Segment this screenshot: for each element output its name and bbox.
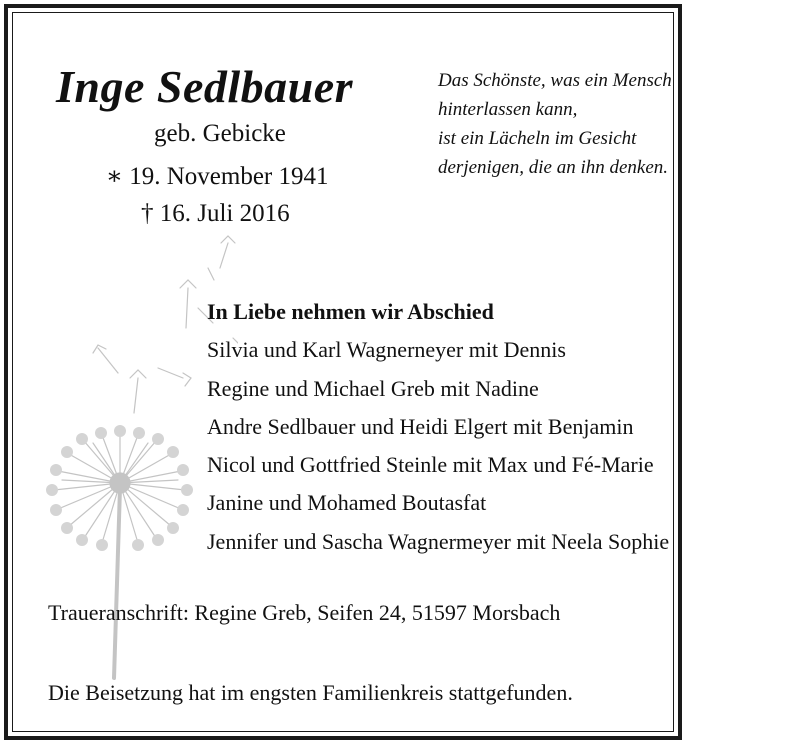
quote-line: Das Schönste, was ein Mensch	[438, 70, 672, 91]
family-member: Silvia und Karl Wagnerneyer mit Dennis	[207, 337, 566, 363]
family-member: Andre Sedlbauer und Heidi Elgert mit Benjamin	[207, 413, 634, 439]
quote-line: ist ein Lächeln im Gesicht	[438, 128, 637, 149]
memorial-quote	[438, 66, 672, 182]
deceased-name: Inge Sedlbauer	[56, 61, 354, 112]
farewell-heading: In Liebe nehmen wir Abschied	[207, 299, 494, 324]
maiden-name: geb. Gebicke	[154, 120, 286, 147]
family-member: Regine und Michael Greb mit Nadine	[207, 375, 539, 401]
mourning-address: Traueranschrift: Regine Greb, Seifen 24, 51597 Morsbach	[48, 600, 561, 625]
birth-date: ∗ 19. November 1941	[106, 163, 329, 190]
family-member: Janine und Mohamed Boutasfat	[207, 490, 487, 516]
family-list	[207, 293, 669, 561]
quote-line: derjenigen, die an ihn denken.	[438, 157, 669, 178]
funeral-note: Die Beisetzung hat im engsten Familienkreis stattgefunden.	[48, 680, 573, 705]
family-member: Nicol und Gottfried Steinle mit Max und Fé-Marie	[207, 452, 654, 478]
family-member: Jennifer und Sascha Wagnermeyer mit Neela Sophie	[207, 528, 670, 554]
quote-line: hinterlassen kann,	[438, 99, 578, 120]
death-date: † 16. Juli 2016	[141, 200, 290, 227]
obituary-frame	[4, 4, 682, 740]
